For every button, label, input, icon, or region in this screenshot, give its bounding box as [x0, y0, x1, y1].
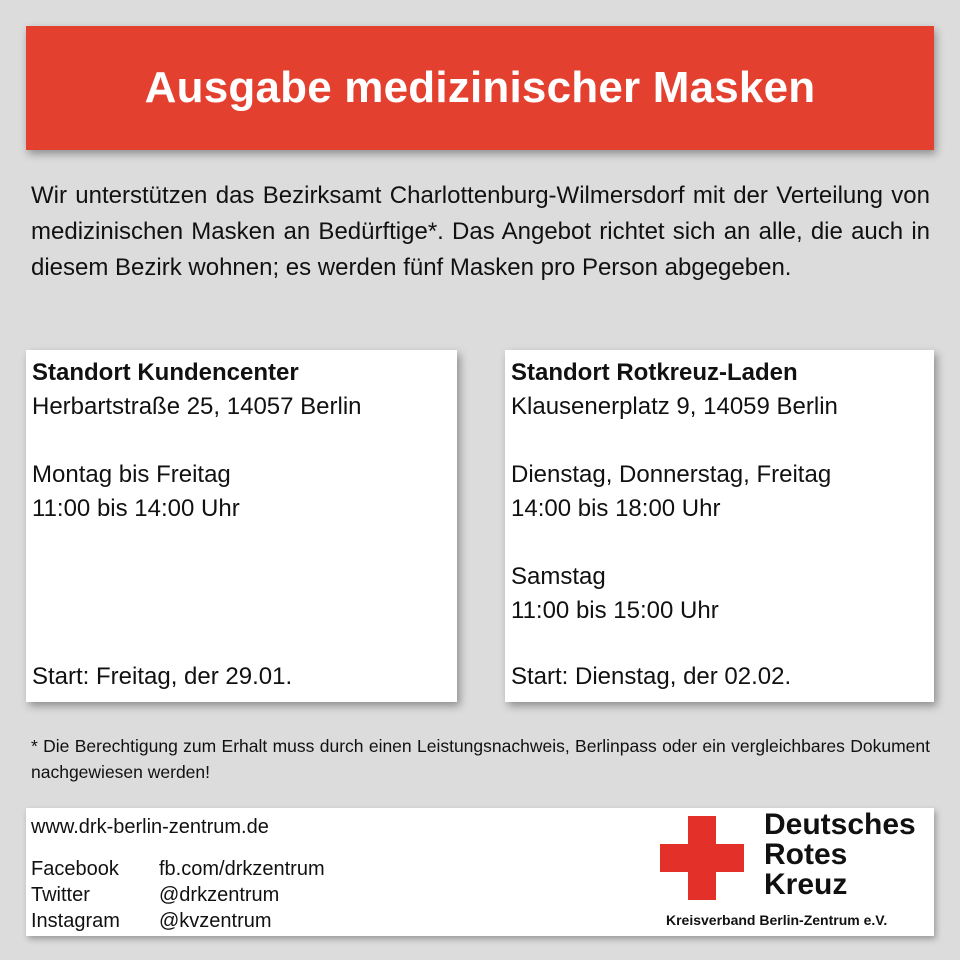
social-links	[31, 856, 325, 934]
footer	[26, 808, 934, 936]
page-title: Ausgabe medizinischer Masken	[144, 63, 816, 112]
social-row-instagram	[31, 908, 325, 934]
opening-hours: 14:00 bis 18:00 Uhr	[511, 495, 721, 522]
location-title: Standort Kundencenter	[32, 359, 299, 386]
footnote: * Die Berechtigung zum Erhalt muss durch einen Leistungsnachweis, Berlinpass oder ein vergleichbares Dokument nachgewiesen werden!	[31, 736, 930, 782]
social-network-label: Instagram	[31, 909, 120, 932]
social-handle[interactable]: fb.com/drkzentrum	[159, 857, 325, 880]
intro-text: Wir unterstützen das Bezirksamt Charlottenburg-Wilmersdorf mit der Verteilung von medizinischen Masken an Bedürftige*. Das Angebot richtet sich an alle, die auch in diesem Bezirk wohnen; es werden fünf Masken pro Person abgegeben.	[31, 182, 930, 281]
location-card-rotkreuz-laden	[505, 350, 934, 702]
opening-hours: 11:00 bis 14:00 Uhr	[32, 495, 240, 522]
opening-days-saturday: Samstag	[511, 563, 606, 590]
opening-hours-saturday: 11:00 bis 15:00 Uhr	[511, 597, 719, 624]
social-network-label: Facebook	[31, 857, 119, 880]
opening-days: Montag bis Freitag	[32, 461, 231, 488]
social-row-twitter	[31, 882, 325, 908]
social-handle[interactable]: @kvzentrum	[159, 909, 272, 932]
logo-subtitle: Kreisverband Berlin-Zentrum e.V.	[666, 912, 888, 928]
location-card-kundencenter	[26, 350, 457, 702]
location-title: Standort Rotkreuz-Laden	[511, 359, 798, 386]
logo-word: Kreuz	[764, 868, 848, 901]
location-address: Klausenerplatz 9, 14059 Berlin	[511, 393, 838, 420]
social-network-label: Twitter	[31, 883, 90, 906]
website-link[interactable]: www.drk-berlin-zentrum.de	[31, 816, 269, 838]
logo-word: Deutsches	[764, 808, 916, 841]
drk-logo-text	[764, 810, 916, 900]
social-row-facebook	[31, 856, 325, 882]
location-address: Herbartstraße 25, 14057 Berlin	[32, 393, 362, 420]
start-date: Start: Dienstag, der 02.02.	[511, 663, 792, 690]
opening-days: Dienstag, Donnerstag, Freitag	[511, 461, 832, 488]
header-banner	[26, 26, 934, 150]
start-date: Start: Freitag, der 29.01.	[32, 663, 293, 690]
social-handle[interactable]: @drkzentrum	[159, 883, 280, 906]
logo-word: Rotes	[764, 838, 848, 871]
red-cross-icon	[660, 816, 744, 900]
